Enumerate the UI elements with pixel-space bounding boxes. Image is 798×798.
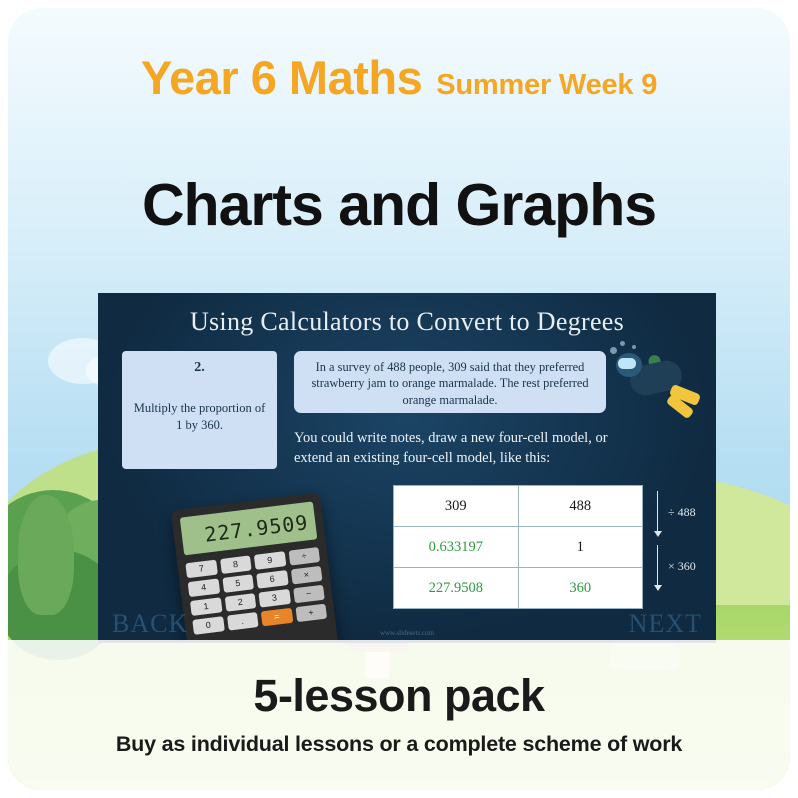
footer-banner xyxy=(8,640,790,790)
arrow-label: ÷ 488 xyxy=(668,505,696,519)
calculator-key: 5 xyxy=(222,574,254,593)
table-cell: 488 xyxy=(518,486,643,527)
calculator-key: − xyxy=(293,585,325,604)
header-term-week: Summer Week 9 xyxy=(436,69,658,101)
tree-icon xyxy=(18,495,74,615)
operation-arrows xyxy=(654,489,714,597)
calculator-key: 8 xyxy=(220,555,252,574)
header xyxy=(8,50,790,105)
slide-preview xyxy=(98,293,716,643)
calculator-key: . xyxy=(227,612,259,631)
step-box xyxy=(122,351,277,469)
four-cell-model-table xyxy=(393,485,643,609)
header-year-subject: Year 6 Maths xyxy=(140,51,423,104)
table-cell: 360 xyxy=(518,568,643,609)
calculator-key: 4 xyxy=(188,579,220,598)
calculator-image xyxy=(171,492,339,643)
calculator-key: 3 xyxy=(258,589,290,608)
table-cell: 309 xyxy=(394,486,519,527)
survey-box: In a survey of 488 people, 309 said that they preferred strawberry jam to orange marmalade. The rest preferred orange marmalade. xyxy=(294,351,606,413)
step-text: Multiply the proportion of 1 by 360. xyxy=(133,400,266,432)
calculator-key: 2 xyxy=(224,593,256,612)
poster-card xyxy=(8,8,790,790)
calculator-key: + xyxy=(295,604,327,623)
step-number: 2. xyxy=(194,360,205,375)
table-cell: 1 xyxy=(518,527,643,568)
table-row xyxy=(394,527,643,568)
calculator-key: 0 xyxy=(192,616,224,635)
arrow-label: × 360 xyxy=(668,559,696,573)
slide-title: Using Calculators to Convert to Degrees xyxy=(189,307,625,336)
table-row xyxy=(394,568,643,609)
calculator-key: 7 xyxy=(185,560,217,579)
slide-credit: www.slidesets.com xyxy=(380,629,434,637)
calculator-key: 9 xyxy=(254,551,286,570)
arrow-multiply xyxy=(654,543,714,597)
calculator-key: × xyxy=(290,566,322,585)
notes-text: You could write notes, draw a new four-cell model, or extend an existing four-cell model, like this: xyxy=(294,430,608,466)
pack-title: 5-lesson pack xyxy=(253,670,545,721)
calculator-keys xyxy=(185,547,327,635)
table-cell: 0.633197 xyxy=(394,527,519,568)
pack-subtitle: Buy as individual lessons or a complete scheme of work xyxy=(115,732,683,756)
calculator-key: 6 xyxy=(256,570,288,589)
calculator-key: = xyxy=(261,608,293,627)
slide-back-label: BACK xyxy=(112,609,189,638)
scuba-diver-icon xyxy=(610,345,706,431)
calculator-key: ÷ xyxy=(288,547,320,566)
table-row xyxy=(394,486,643,527)
slide-next-label: NEXT xyxy=(628,609,702,638)
calculator-display: 227.9509 xyxy=(180,501,318,555)
arrow-divide xyxy=(654,489,714,543)
page-title: Charts and Graphs xyxy=(141,172,657,238)
table-cell: 227.9508 xyxy=(394,568,519,609)
calculator-key: 1 xyxy=(190,597,222,616)
